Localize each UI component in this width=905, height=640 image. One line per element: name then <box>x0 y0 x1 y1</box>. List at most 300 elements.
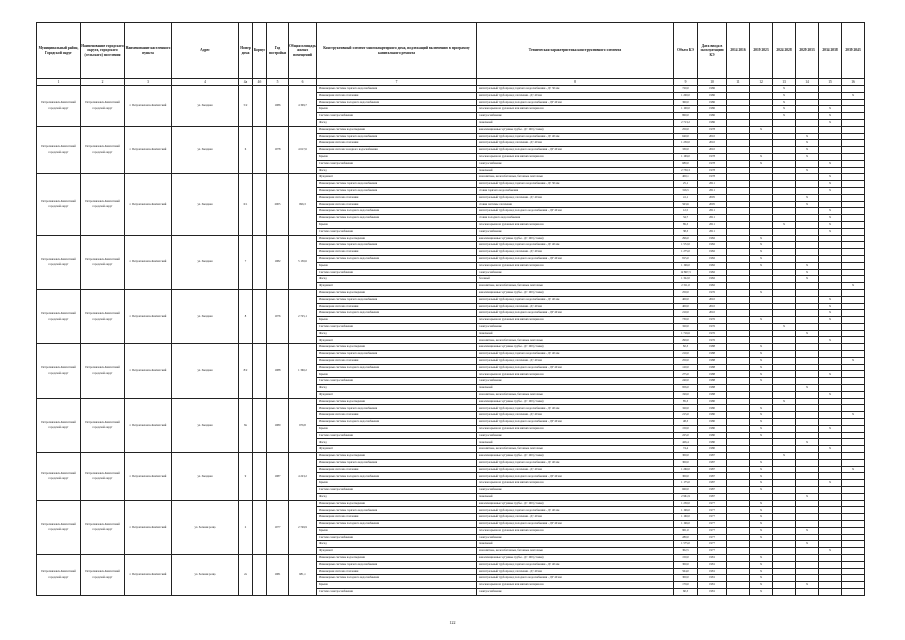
date-cell: 1977 <box>698 507 727 514</box>
period-mark-cell <box>796 344 819 351</box>
period-mark-cell <box>773 446 796 453</box>
period-mark-cell <box>796 106 819 113</box>
period-mark-cell <box>727 507 750 514</box>
period-mark-cell <box>773 480 796 487</box>
period-mark-cell <box>773 554 796 561</box>
build-year-cell: 1978 <box>267 126 289 174</box>
period-mark-cell <box>773 255 796 262</box>
date-cell: 1988 <box>698 344 727 351</box>
period-mark-cell: X <box>819 480 842 487</box>
street-cell: ул. Звездная <box>172 126 239 174</box>
period-mark-cell <box>727 194 750 201</box>
period-mark-cell: X <box>750 588 773 595</box>
house-number-cell: 9 <box>239 453 253 501</box>
volume-cell: 210,0 <box>674 310 698 317</box>
period-mark-cell <box>819 568 842 575</box>
period-mark-cell <box>842 235 865 242</box>
tech-cell: магистральный трубопровод холодного водоснабжения - ДУ 40 мм <box>477 473 674 480</box>
period-mark-cell <box>796 357 819 364</box>
period-mark-cell <box>842 385 865 392</box>
volume-cell: 901,0 <box>674 527 698 534</box>
date-cell: 2005 <box>698 194 727 201</box>
tech-cell: панельный <box>477 385 674 392</box>
period-mark-cell <box>727 561 750 568</box>
volume-cell: 296,0 <box>674 235 698 242</box>
period-mark-cell <box>819 459 842 466</box>
street-cell: ул. Звездная <box>172 86 239 127</box>
area-cell: 4 309,7 <box>289 86 317 127</box>
element-cell: Фасад <box>317 330 477 337</box>
period-mark-cell <box>773 500 796 507</box>
period-mark-cell <box>750 133 773 140</box>
element-cell: Система электроснабжения <box>317 378 477 385</box>
tech-cell: магистральный трубопровод отопления - Д> 40 мм <box>477 249 674 256</box>
period-mark-cell <box>750 303 773 310</box>
period-mark-cell: X <box>750 242 773 249</box>
corpus-cell <box>253 453 267 501</box>
period-mark-cell <box>727 453 750 460</box>
period-mark-cell: X <box>750 554 773 561</box>
period-mark-cell <box>842 228 865 235</box>
volume-cell: 150,0 <box>674 425 698 432</box>
period-mark-cell <box>819 473 842 480</box>
date-cell: 1980 <box>698 412 727 419</box>
build-year-cell: 1986 <box>267 86 289 127</box>
period-mark-cell <box>750 453 773 460</box>
period-mark-cell: X <box>773 99 796 106</box>
period-mark-cell <box>796 521 819 528</box>
period-mark-cell <box>727 167 750 174</box>
period-mark-cell <box>842 153 865 160</box>
tech-cell: плоская крыша из рулонных или мягких материалов <box>477 153 674 160</box>
period-mark-cell <box>819 323 842 330</box>
period-mark-cell <box>727 221 750 228</box>
element-cell: Инженерные системы горячего водоснабжения <box>317 86 477 93</box>
period-mark-cell <box>842 514 865 521</box>
area-cell: 4 223,2 <box>289 453 317 501</box>
period-mark-cell <box>773 575 796 582</box>
period-mark-cell <box>727 283 750 290</box>
area-cell: 2 749,9 <box>289 500 317 554</box>
period-mark-cell <box>796 480 819 487</box>
period-mark-cell <box>842 174 865 181</box>
volume-cell: 2 750,3 <box>674 167 698 174</box>
period-mark-cell <box>842 446 865 453</box>
element-cell: Инженерные системы горячего водоснабжения <box>317 459 477 466</box>
period-mark-cell <box>727 500 750 507</box>
tech-cell: магистральный трубопровод отопления - Д> 40 мм <box>477 568 674 575</box>
column-number: 14 <box>796 79 819 86</box>
period-mark-cell <box>819 534 842 541</box>
tech-cell: канализационные чугунные трубы - Д> 100 (стояки) <box>477 500 674 507</box>
street-cell: ул. Звездная <box>172 174 239 235</box>
period-mark-cell: X <box>750 412 773 419</box>
period-mark-cell <box>727 554 750 561</box>
build-year-cell: 2005 <box>267 174 289 235</box>
element-cell: Фундамент <box>317 446 477 453</box>
period-mark-cell <box>796 405 819 412</box>
period-mark-cell <box>750 86 773 93</box>
element-cell: Система электроснабжения <box>317 113 477 120</box>
period-mark-cell: X <box>819 181 842 188</box>
element-cell: Инженерная система отопления <box>317 194 477 201</box>
volume-cell: 320,0 <box>674 405 698 412</box>
period-mark-cell: X <box>750 473 773 480</box>
period-mark-cell: X <box>750 153 773 160</box>
volume-cell: 89,3 <box>674 221 698 228</box>
element-cell: Инженерные системы холодного водоснабжения <box>317 208 477 215</box>
period-mark-cell <box>819 249 842 256</box>
area-cell: 676,8 <box>289 398 317 452</box>
volume-cell: 1 169,0 <box>674 153 698 160</box>
element-cell: Инженерные системы холодного водоснабжения <box>317 419 477 426</box>
volume-cell: 660,0 <box>674 487 698 494</box>
date-cell: 1982 <box>698 276 727 283</box>
tech-cell: канализационные чугунные трубы - Д> 100 (стояки) <box>477 344 674 351</box>
tech-cell: магистральный трубопровод холодного водоснабжения - ДУ 40 мм <box>477 310 674 317</box>
element-cell: Инженерная система холодного водоснабжения <box>317 147 477 154</box>
element-cell: Инженерные системы водоотведения <box>317 554 477 561</box>
date-cell: 1988 <box>698 378 727 385</box>
period-mark-cell: X <box>796 140 819 147</box>
date-cell: 1982 <box>698 283 727 290</box>
volume-cell: 275,0 <box>674 371 698 378</box>
table-row <box>37 174 865 181</box>
period-mark-cell: X <box>750 126 773 133</box>
element-cell: Инженерные системы холодного водоснабжения <box>317 575 477 582</box>
tech-cell: магистральный трубопровод горячего водоснабжения - Д> 40 мм <box>477 242 674 249</box>
period-mark-cell <box>842 425 865 432</box>
volume-cell: 74,4 <box>674 446 698 453</box>
period-mark-cell <box>842 575 865 582</box>
period-mark-cell <box>773 357 796 364</box>
element-cell: Инженерная система отопления <box>317 514 477 521</box>
period-mark-cell <box>727 153 750 160</box>
period-mark-cell: X <box>750 432 773 439</box>
period-mark-cell: X <box>819 174 842 181</box>
date-cell: 1980 <box>698 432 727 439</box>
period-mark-cell: X <box>819 228 842 235</box>
period-mark-cell <box>773 541 796 548</box>
period-mark-cell <box>842 289 865 296</box>
period-mark-cell <box>819 507 842 514</box>
settlement-cell: Петропавловск-Камчатский городской округ <box>81 398 125 452</box>
element-cell: Крыша <box>317 582 477 589</box>
period-mark-cell <box>773 473 796 480</box>
tech-cell: плоская крыша из рулонных или мягких материалов <box>477 221 674 228</box>
period-mark-cell <box>727 296 750 303</box>
period-mark-cell <box>773 582 796 589</box>
date-cell: 1980 <box>698 398 727 405</box>
street-cell: ул. Зеленая роща <box>172 500 239 554</box>
volume-cell: 1 250,0 <box>674 140 698 147</box>
tech-cell: магистральный трубопровод горячего водоснабжения - Д> 30 мм <box>477 86 674 93</box>
period-mark-cell: X <box>750 487 773 494</box>
period-mark-cell: X <box>750 459 773 466</box>
period-mark-cell <box>819 385 842 392</box>
tech-cell: магистральный трубопровод горячего водоснабжения - Д> 40 мм <box>477 351 674 358</box>
locality-cell: г. Петропавловск-Камчатский <box>125 453 172 501</box>
tech-cell: монолитные, железобетонные, бетонные ленточные <box>477 391 674 398</box>
column-number: 4б <box>253 79 267 86</box>
period-mark-cell <box>819 575 842 582</box>
period-mark-cell <box>796 575 819 582</box>
volume-cell: 12 867,3 <box>674 269 698 276</box>
volume-cell: 1 100,0 <box>674 106 698 113</box>
tech-cell: канализационные чугунные трубы - Д> 100 (стояки) <box>477 453 674 460</box>
period-mark-cell <box>750 221 773 228</box>
period-mark-cell <box>819 554 842 561</box>
period-mark-cell <box>796 432 819 439</box>
period-mark-cell <box>727 249 750 256</box>
period-mark-cell <box>842 351 865 358</box>
volume-cell: 400,0 <box>674 303 698 310</box>
period-mark-cell <box>727 344 750 351</box>
corpus-cell <box>253 554 267 595</box>
volume-cell: 250,0 <box>674 357 698 364</box>
column-header-1: Муниципальный район, Городской округ <box>37 23 81 79</box>
table-header-row <box>37 23 865 79</box>
period-mark-cell <box>727 147 750 154</box>
period-mark-cell: X <box>819 371 842 378</box>
element-cell: Инженерная система отопления <box>317 466 477 473</box>
corpus-cell <box>253 398 267 452</box>
tech-cell: монолитные, железобетонные, бетонные ленточные <box>477 548 674 555</box>
volume-cell: 1 572,0 <box>674 242 698 249</box>
period-mark-cell <box>796 507 819 514</box>
volume-cell: 215,0 <box>674 412 698 419</box>
period-mark-cell <box>796 487 819 494</box>
date-cell: 2010 <box>698 303 727 310</box>
volume-cell: 360,0 <box>674 99 698 106</box>
period-mark-cell <box>727 582 750 589</box>
tech-cell: канализационные чугунные трубы - Д> 100 (стояки) <box>477 398 674 405</box>
period-mark-cell <box>773 412 796 419</box>
element-cell: Фундамент <box>317 391 477 398</box>
column-header-11: Объем КЭ <box>674 23 698 79</box>
date-cell: 1986 <box>698 113 727 120</box>
column-header-9: Конструктивный элемент многоквартирного дома, подлежащий включению в программу капитального ремонта <box>317 23 477 79</box>
period-mark-cell <box>773 296 796 303</box>
column-number: 4 <box>172 79 239 86</box>
period-mark-cell <box>796 113 819 120</box>
house-number-cell: 8/2 <box>239 344 253 398</box>
element-cell: Инженерные системы горячего водоснабжения <box>317 181 477 188</box>
element-cell: Инженерные системы горячего водоснабжения <box>317 133 477 140</box>
period-mark-cell: X <box>819 106 842 113</box>
period-mark-cell <box>842 453 865 460</box>
house-number-cell: 7 <box>239 235 253 289</box>
tech-cell: электроснабжение <box>477 160 674 167</box>
volume-cell: 38,3 <box>674 228 698 235</box>
period-mark-cell <box>773 548 796 555</box>
tech-cell: электроснабжение <box>477 228 674 235</box>
date-cell: 2011 <box>698 228 727 235</box>
period-mark-cell <box>842 521 865 528</box>
house-number-cell: 6/1 <box>239 174 253 235</box>
period-mark-cell <box>842 99 865 106</box>
period-mark-cell <box>727 534 750 541</box>
tech-cell: панельный <box>477 119 674 126</box>
period-mark-cell: X <box>750 351 773 358</box>
period-mark-cell <box>842 337 865 344</box>
tech-cell: панельный <box>477 493 674 500</box>
date-cell: 1977 <box>698 500 727 507</box>
date-cell: 1981 <box>698 575 727 582</box>
period-mark-cell <box>842 568 865 575</box>
period-mark-cell <box>773 208 796 215</box>
period-mark-cell: X <box>819 296 842 303</box>
volume-cell: 1 716,6 <box>674 330 698 337</box>
period-mark-cell <box>727 126 750 133</box>
period-mark-cell <box>796 473 819 480</box>
period-mark-cell <box>796 548 819 555</box>
tech-cell: электроснабжение <box>477 269 674 276</box>
period-mark-cell <box>819 588 842 595</box>
period-mark-cell <box>727 521 750 528</box>
period-mark-cell <box>727 262 750 269</box>
period-mark-cell <box>819 201 842 208</box>
tech-cell: электроснабжение <box>477 432 674 439</box>
column-header-8: Общая площадь жилых помещений <box>289 23 317 79</box>
period-mark-cell <box>842 561 865 568</box>
period-mark-cell <box>796 323 819 330</box>
volume-cell: 25,1 <box>674 181 698 188</box>
period-mark-cell <box>773 242 796 249</box>
period-mark-cell <box>842 310 865 317</box>
date-cell: 2011 <box>698 187 727 194</box>
period-mark-cell <box>727 113 750 120</box>
period-mark-cell <box>842 507 865 514</box>
volume-cell: 150,0 <box>674 554 698 561</box>
table-row <box>37 126 865 133</box>
period-mark-cell <box>796 310 819 317</box>
date-cell: 1981 <box>698 582 727 589</box>
period-mark-cell <box>842 548 865 555</box>
period-mark-cell <box>750 398 773 405</box>
date-cell: 1986 <box>698 106 727 113</box>
period-mark-cell: X <box>750 378 773 385</box>
period-mark-cell <box>750 228 773 235</box>
municipality-cell: Петропавловск-Камчатский городской округ <box>37 235 81 289</box>
date-cell: 1980 <box>698 439 727 446</box>
period-mark-cell: X <box>750 249 773 256</box>
period-mark-cell: X <box>750 466 773 473</box>
volume-cell: 1 196,0 <box>674 521 698 528</box>
period-mark-cell <box>842 419 865 426</box>
tech-cell: магистральный трубопровод горячего водоснабжения - Д> 40 мм <box>477 459 674 466</box>
period-mark-cell <box>773 317 796 324</box>
period-mark-cell <box>796 588 819 595</box>
tech-cell: магистральный трубопровод холодного водоснабжения - ДУ 40 мм <box>477 255 674 262</box>
period-mark-cell <box>796 459 819 466</box>
volume-cell: 1 250,0 <box>674 500 698 507</box>
corpus-cell <box>253 344 267 398</box>
date-cell: 1988 <box>698 371 727 378</box>
tech-cell: стояки системы отопления <box>477 201 674 208</box>
area-cell: 696,3 <box>289 174 317 235</box>
tech-cell: магистральный трубопровод холодного водоснабжения - ДУ 40 мм <box>477 99 674 106</box>
period-mark-cell: X <box>750 357 773 364</box>
period-mark-cell <box>796 364 819 371</box>
column-number: 11 <box>727 79 750 86</box>
period-mark-cell <box>842 276 865 283</box>
period-mark-cell <box>796 554 819 561</box>
period-mark-cell <box>796 235 819 242</box>
period-mark-cell <box>842 249 865 256</box>
municipality-cell: Петропавловск-Камчатский городской округ <box>37 174 81 235</box>
element-cell: Инженерная система отопления <box>317 92 477 99</box>
period-mark-cell: X <box>750 575 773 582</box>
period-mark-cell <box>773 385 796 392</box>
period-mark-cell <box>773 459 796 466</box>
period-mark-cell <box>750 99 773 106</box>
period-mark-cell <box>773 201 796 208</box>
tech-cell: панельный <box>477 167 674 174</box>
date-cell: 1976 <box>698 317 727 324</box>
tech-cell: магистральный трубопровод отопления - Д> 40 мм <box>477 357 674 364</box>
period-mark-cell <box>727 201 750 208</box>
date-cell: 1976 <box>698 337 727 344</box>
period-mark-cell <box>773 534 796 541</box>
date-cell: 1981 <box>698 561 727 568</box>
tech-cell: плоская крыша из рулонных или мягких материалов <box>477 425 674 432</box>
volume-cell: 210,0 <box>674 351 698 358</box>
period-mark-cell: X <box>796 167 819 174</box>
volume-cell: 199,0 <box>674 391 698 398</box>
element-cell: Система электроснабжения <box>317 487 477 494</box>
element-cell: Система электроснабжения <box>317 534 477 541</box>
period-mark-cell: X <box>750 255 773 262</box>
tech-cell: электроснабжение <box>477 588 674 595</box>
municipality-cell: Петропавловск-Камчатский городской округ <box>37 344 81 398</box>
column-number: 7 <box>317 79 477 86</box>
period-mark-cell <box>727 92 750 99</box>
period-mark-cell <box>796 500 819 507</box>
period-mark-cell <box>773 147 796 154</box>
period-mark-cell <box>819 527 842 534</box>
date-cell: 2010 <box>698 147 727 154</box>
municipality-cell: Петропавловск-Камчатский городской округ <box>37 289 81 343</box>
element-cell: Инженерная система отопления <box>317 303 477 310</box>
volume-cell: 250,0 <box>674 289 698 296</box>
period-mark-cell <box>842 86 865 93</box>
period-mark-cell <box>773 405 796 412</box>
date-cell: 1982 <box>698 255 727 262</box>
period-mark-cell <box>796 181 819 188</box>
period-mark-cell <box>727 317 750 324</box>
period-mark-cell <box>819 92 842 99</box>
volume-cell: 300,0 <box>674 459 698 466</box>
volume-cell: 1 260,0 <box>674 466 698 473</box>
period-mark-cell: X <box>796 201 819 208</box>
period-mark-cell <box>773 514 796 521</box>
locality-cell: г. Петропавловск-Камчатский <box>125 126 172 174</box>
period-mark-cell <box>842 330 865 337</box>
street-cell: ул. Зеленая роща <box>172 554 239 595</box>
period-mark-cell <box>819 242 842 249</box>
column-number: 5 <box>267 79 289 86</box>
period-mark-cell <box>842 242 865 249</box>
period-mark-cell <box>773 153 796 160</box>
period-mark-cell: X <box>842 92 865 99</box>
house-number-cell: 6 <box>239 126 253 174</box>
volume-cell: 1 196,0 <box>674 507 698 514</box>
period-mark-cell <box>842 181 865 188</box>
period-mark-cell <box>773 487 796 494</box>
element-cell: Инженерные системы водоотведения <box>317 344 477 351</box>
element-cell: Инженерные системы холодного водоснабжения <box>317 215 477 222</box>
